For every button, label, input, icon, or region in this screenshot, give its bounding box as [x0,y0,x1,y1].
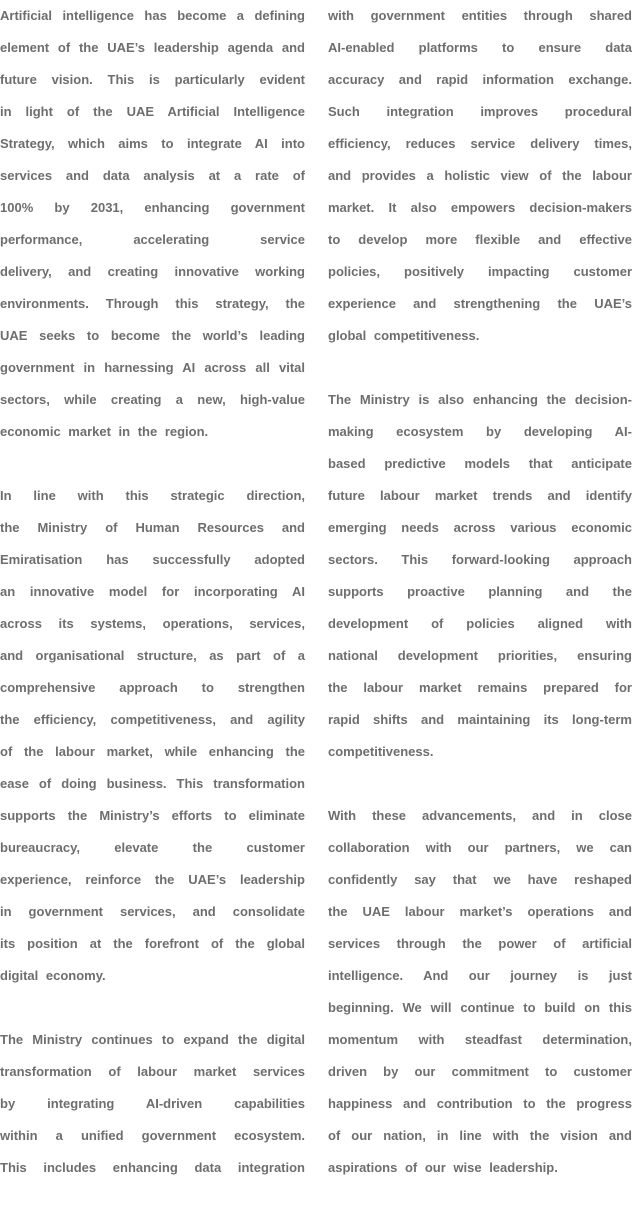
text-line: economic market in the region. [0,424,209,439]
right-column [328,0,632,1216]
text-line: future vision. This is particularly evident [0,72,305,87]
text-line: emerging needs across various economic [328,520,632,535]
text-line: Such integration improves procedural [328,104,632,119]
text-line: environments. Through this strategy, the [0,296,305,311]
text-line: happiness and contribution to the progress [328,1096,632,1111]
left-column [0,0,305,1216]
text-line: aspirations of our wise leadership. [328,1160,558,1175]
text-line: the Ministry of Human Resources and [0,520,305,535]
text-line: making ecosystem by developing AI- [328,424,632,439]
text-line: 100% by 2031, enhancing government [0,200,305,215]
text-line: competitiveness. [328,744,434,759]
text-line: beginning. We will continue to build on this [328,1000,632,1015]
text-line: supports proactive planning and the [328,584,632,599]
text-line: With these advancements, and in close [328,808,632,823]
text-line: services and data analysis at a rate of [0,168,305,183]
text-line: experience, reinforce the UAE’s leadership [0,872,305,887]
text-line: Artificial intelligence has become a defining [0,8,305,23]
text-line: The Ministry is also enhancing the decision- [328,392,632,407]
text-line: based predictive models that anticipate [328,456,632,471]
text-line: across its systems, operations, services, [0,616,305,631]
text-line: intelligence. And our journey is just [328,968,632,983]
text-line: Emiratisation has successfully adopted [0,552,305,567]
text-line: the efficiency, competitiveness, and agility [0,712,305,727]
text-line: ease of doing business. This transformation [0,776,305,791]
text-line: The Ministry continues to expand the digital [0,1032,305,1047]
text-line: supports the Ministry’s efforts to eliminate [0,808,305,823]
text-line: driven by our commitment to customer [328,1064,632,1079]
text-line: momentum with steadfast determination, [328,1032,632,1047]
text-line: future labour market trends and identify [328,488,632,503]
paragraph [0,1024,305,1184]
text-line: comprehensive approach to strengthen [0,680,305,695]
text-line: collaboration with our partners, we can [328,840,632,855]
text-line: This includes enhancing data integration [0,1160,305,1175]
text-line: UAE seeks to become the world’s leading [0,328,305,343]
text-line: an innovative model for incorporating AI [0,584,305,599]
text-line: transformation of labour market services [0,1064,305,1079]
paragraph [0,0,305,448]
text-line: delivery, and creating innovative working [0,264,305,279]
text-line: digital economy. [0,968,106,983]
text-line: of the labour market, while enhancing the [0,744,305,759]
text-line: performance, accelerating service [0,232,305,247]
text-line: within a unified government ecosystem. [0,1128,305,1143]
text-line: government in harnessing AI across all vital [0,360,305,375]
text-line: by integrating AI-driven capabilities [0,1096,305,1111]
text-line: in government services, and consolidate [0,904,305,919]
text-line: and provides a holistic view of the labour [328,168,632,183]
text-line: services through the power of artificial [328,936,632,951]
text-line: development of policies aligned with [328,616,632,631]
text-line: its position at the forefront of the global [0,936,305,951]
text-line: national development priorities, ensuring [328,648,632,663]
text-line: Strategy, which aims to integrate AI into [0,136,305,151]
text-line: element of the UAE’s leadership agenda and [0,40,305,55]
text-line: confidently say that we have reshaped [328,872,632,887]
text-line: with government entities through shared [328,8,632,23]
text-line: accuracy and rapid information exchange. [328,72,632,87]
text-line: the UAE labour market’s operations and [328,904,632,919]
text-line: rapid shifts and maintaining its long-term [328,712,632,727]
text-line: in light of the UAE Artificial Intelligence [0,104,305,119]
text-line: the labour market remains prepared for [328,680,632,695]
text-line: efficiency, reduces service delivery times, [328,136,632,151]
text-line: policies, positively impacting customer [328,264,632,279]
text-line: sectors. This forward-looking approach [328,552,632,567]
text-line: market. It also empowers decision-makers [328,200,632,215]
text-line: sectors, while creating a new, high-value [0,392,305,407]
paragraph [328,800,632,1184]
text-line: and organisational structure, as part of a [0,648,305,663]
text-line: global competitiveness. [328,328,480,343]
text-line: to develop more flexible and effective [328,232,632,247]
text-line: In line with this strategic direction, [0,488,305,503]
text-line: bureaucracy, elevate the customer [0,840,305,855]
paragraph [328,384,632,768]
text-line: experience and strengthening the UAE’s [328,296,632,311]
paragraph [328,0,632,352]
paragraph [0,480,305,992]
text-line: of our nation, in line with the vision and [328,1128,632,1143]
text-line: AI-enabled platforms to ensure data [328,40,632,55]
